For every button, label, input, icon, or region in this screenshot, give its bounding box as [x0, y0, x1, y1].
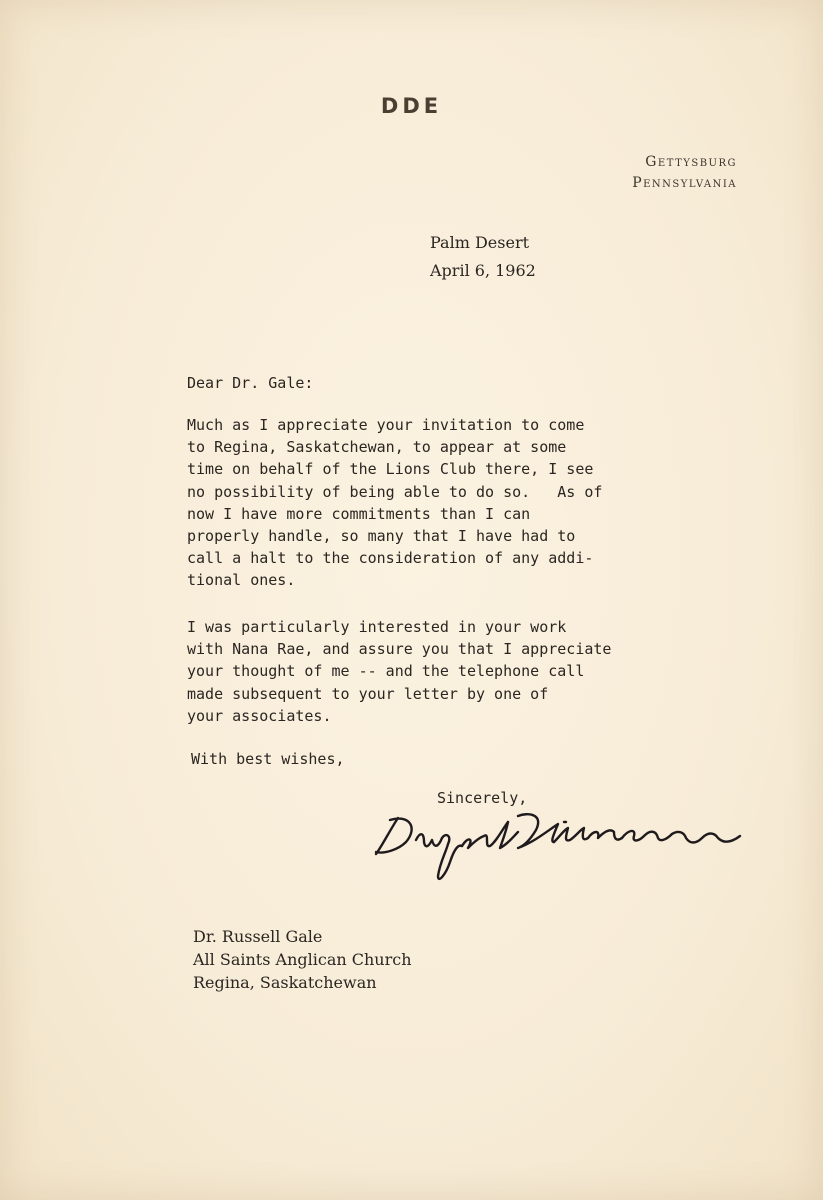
recipient-name: Dr. Russell Gale — [193, 927, 323, 946]
dateline-date: April 6, 1962 — [430, 261, 536, 280]
closing-wish: With best wishes, — [191, 750, 345, 768]
dateline-location: Palm Desert — [430, 233, 530, 252]
paragraph-line: call a halt to the consideration of any addi- — [187, 549, 594, 568]
paragraph-line: no possibility of being able to do so. As of — [187, 482, 603, 501]
paragraph-line: time on behalf of the Lions Club there, I see — [187, 460, 594, 479]
paragraph-line: your associates. — [187, 706, 332, 725]
paragraph-line: I was particularly interested in your work — [187, 618, 567, 636]
signoff: Sincerely, — [437, 789, 528, 807]
paragraph-line: to Regina, Saskatchewan, to appear at some — [187, 438, 567, 457]
paragraph-1 — [187, 414, 657, 592]
paragraph-2 — [187, 616, 657, 727]
paragraph-line: made subsequent to your letter by one of — [187, 684, 549, 703]
handwritten-signature — [368, 802, 758, 892]
paragraph-line: your thought of me -- and the telephone call — [187, 662, 585, 681]
letterhead-address — [632, 152, 737, 194]
paragraph-line: with Nana Rae, and assure you that I appreciate — [187, 640, 612, 659]
recipient-city: Regina, Saskatchewan — [193, 973, 377, 992]
recipient-address — [193, 925, 412, 994]
letterhead-state: Pennsylvania — [632, 175, 737, 191]
paragraph-line: properly handle, so many that I have had to — [187, 527, 576, 546]
paragraph-line: Much as I appreciate your invitation to come — [187, 416, 585, 434]
letterhead-monogram: DDE — [380, 94, 443, 118]
salutation: Dear Dr. Gale: — [187, 374, 314, 392]
paragraph-line: tional ones. — [187, 571, 296, 590]
paragraph-line: now I have more commitments than I can — [187, 504, 531, 523]
recipient-organization: All Saints Anglican Church — [193, 950, 412, 969]
letterhead-city: Gettysburg — [645, 154, 737, 170]
dateline — [430, 229, 536, 285]
